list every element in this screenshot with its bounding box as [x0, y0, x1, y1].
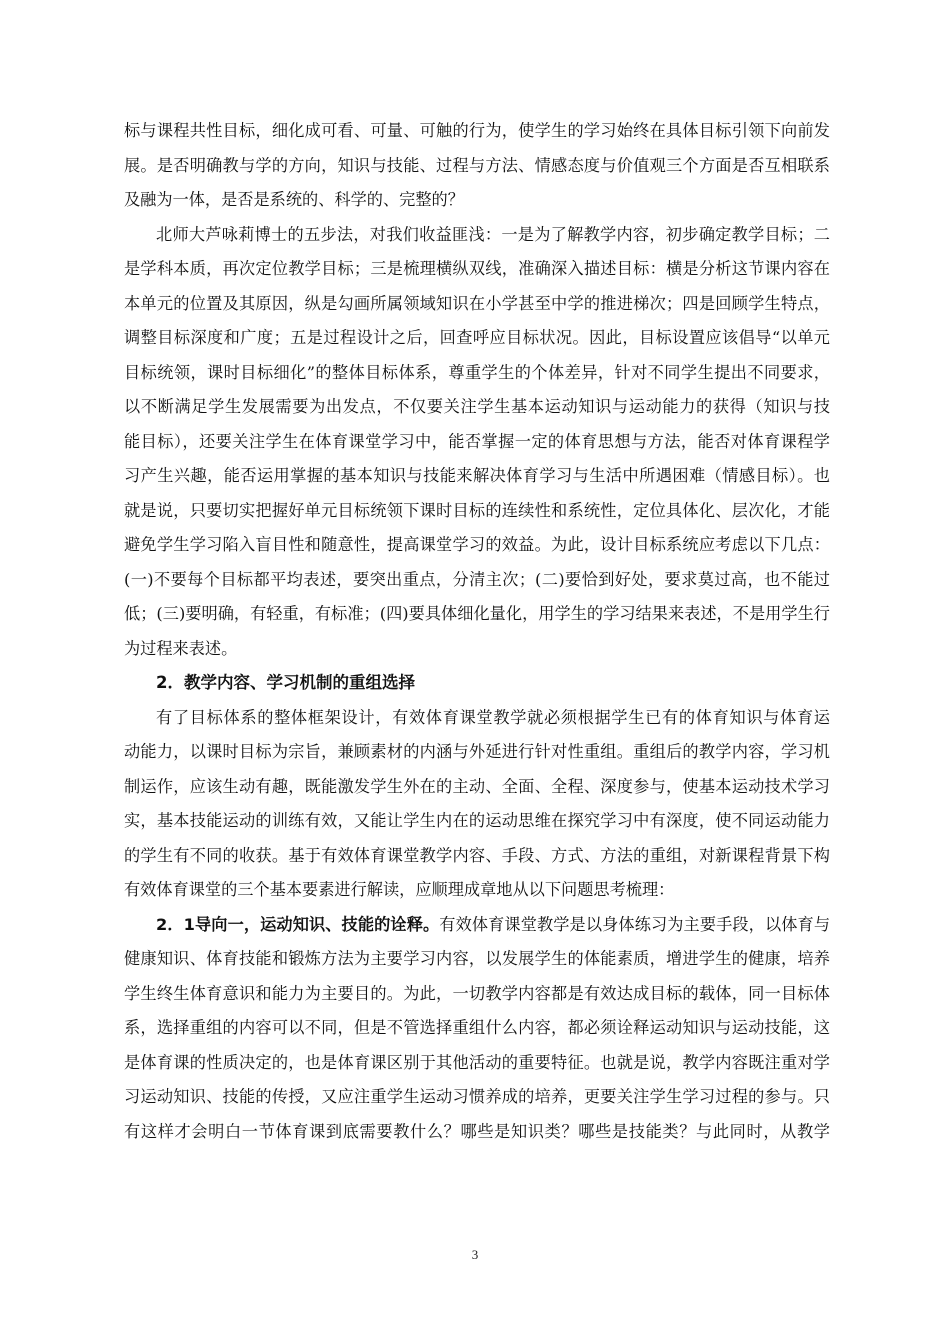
- text-span: 有效体育课堂教学是以身体练习为主要手段，以体育与: [439, 914, 830, 934]
- text-line: 习产生兴趣，能否运用掌握的基本知识与技能来解决体育学习与生活中所遇困难（情感目标）。也: [124, 466, 830, 485]
- text-line: [124, 908, 830, 943]
- section-heading: 2．教学内容、学习机制的重组选择: [156, 673, 415, 692]
- body-text: [124, 114, 830, 1149]
- text-line: 本单元的位置及其原因，纵是勾画所属领域知识在小学甚至中学的推进梯次；四是回顾学生特点，: [124, 293, 830, 313]
- text-line: 有这样才会明白一节体育课到底需要教什么？哪些是知识类？哪些是技能类？与此同时，从教学: [124, 1121, 830, 1141]
- paragraph-4: [124, 908, 830, 1150]
- paragraph-2: [124, 218, 830, 667]
- text-line: 及融为一体，是否是系统的、科学的、完整的？: [124, 190, 464, 209]
- text-line: 调整目标深度和广度；五是过程设计之后，回查呼应目标状况。因此，目标设置应该倡导“以单元: [124, 328, 830, 347]
- text-line: 制运作，应该生动有趣，既能激发学生外在的主动、全面、全程、深度参与，使基本运动技术学习: [124, 776, 830, 796]
- text-line: 系，选择重组的内容可以不同，但是不管选择重组什么内容，都必须诠释运动知识与运动技能，这: [124, 1018, 830, 1037]
- text-line: 学生终生体育意识和能力为主要目的。为此，一切教学内容都是有效达成目标的载体，同一目标体: [124, 983, 830, 1003]
- text-line: 展。是否明确教与学的方向，知识与技能、过程与方法、情感态度与价值观三个方面是否互相联系: [124, 155, 830, 175]
- subsection-lead: 2．1导向一，运动知识、技能的诠释。: [156, 914, 440, 934]
- page-number: 3: [471, 1247, 479, 1262]
- text-line: 能目标），还要关注学生在体育课堂学习中，能否掌握一定的体育思想与方法，能否对体育课程学: [124, 431, 830, 451]
- text-line: (一)不要每个目标都平均表述，要突出重点，分清主次；(二)要恰到好处，要求莫过高，也不能过: [124, 569, 830, 589]
- text-line: 为过程来表述。: [124, 638, 238, 658]
- paragraph-3: [124, 701, 830, 908]
- text-line: 的学生有不同的收获。基于有效体育课堂教学内容、手段、方式、方法的重组，对新课程背景下构: [124, 845, 830, 865]
- text-line: 是学科本质，再次定位教学目标；三是梳理横纵双线，准确深入描述目标：横是分析这节课内容在: [124, 259, 830, 278]
- text-line: 标与课程共性目标，细化成可看、可量、可触的行为，使学生的学习始终在具体目标引领下向前发: [124, 121, 830, 140]
- text-line: 避免学生学习陷入盲目性和随意性，提高课堂学习的效益。为此，设计目标系统应考虑以下几点：: [124, 535, 830, 554]
- text-line: 实，基本技能运动的训练有效，又能让学生内在的运动思维在探究学习中有深度，使不同运动能力: [124, 811, 830, 830]
- text-line: 北师大芦咏莉博士的五步法，对我们收益匪浅：一是为了解教学内容，初步确定教学目标；二: [156, 224, 830, 244]
- text-line: 动能力，以课时目标为宗旨，兼顾素材的内涵与外延进行针对性重组。重组后的教学内容，学习机: [124, 742, 830, 761]
- text-line: 健康知识、体育技能和锻炼方法为主要学习内容，以发展学生的体能素质，增进学生的健康，培养: [124, 949, 830, 968]
- text-line: 目标统领，课时目标细化”的整体目标体系，尊重学生的个体差异，针对不同学生提出不同要求，: [124, 362, 830, 382]
- text-line: 是体育课的性质决定的，也是体育课区别于其他活动的重要特征。也就是说，教学内容既注重对学: [124, 1052, 830, 1072]
- text-line: 低；(三)要明确，有轻重，有标准；(四)要具体细化量化，用学生的学习结果来表述，不是用学生行: [124, 604, 830, 623]
- paragraph-1: [124, 114, 830, 218]
- text-line: 习运动知识、技能的传授，又应注重学生运动习惯养成的培养，更要关注学生学习过程的参与。只: [124, 1087, 830, 1106]
- text-line: 有效体育课堂的三个基本要素进行解读，应顺理成章地从以下问题思考梳理：: [124, 880, 675, 899]
- text-line: 以不断满足学生发展需要为出发点，不仅要关注学生基本运动知识与运动能力的获得（知识与技: [124, 397, 830, 416]
- text-line: 就是说，只要切实把握好单元目标统领下课时目标的连续性和系统性，定位具体化、层次化，才能: [124, 500, 830, 520]
- text-line: 有了目标体系的整体框架设计，有效体育课堂教学就必须根据学生已有的体育知识与体育运: [156, 707, 830, 727]
